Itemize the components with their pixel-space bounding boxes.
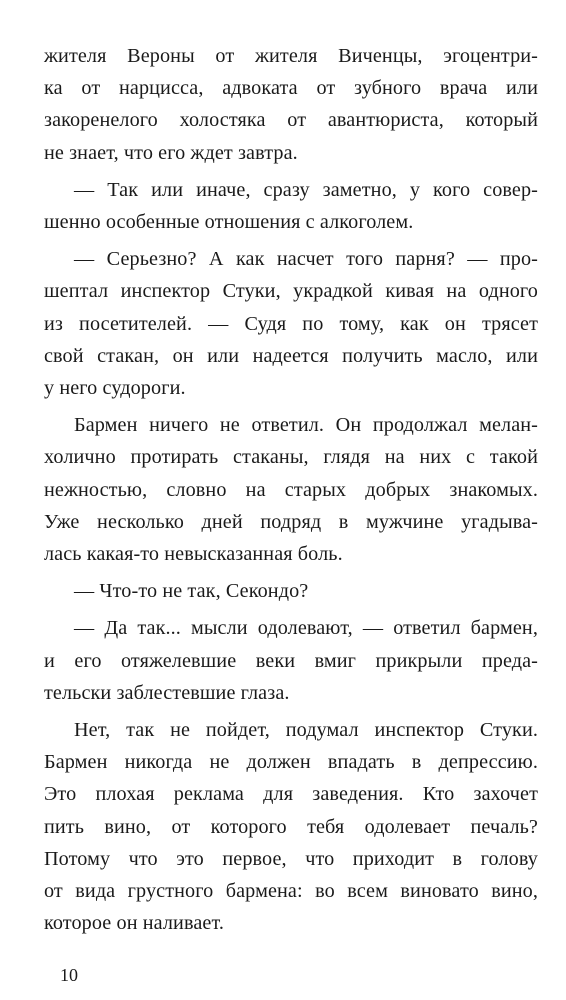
text-line: Бармен никогда не должен впадать в депрессию.: [44, 751, 538, 774]
text-line: — Так или иначе, сразу заметно, у кого совер-: [74, 178, 538, 201]
text-line: ка от нарцисса, адвоката от зубного врача или: [44, 77, 538, 100]
paragraph: [44, 612, 538, 709]
text-line: и его отяжелевшие веки вмиг прикрыли преда-: [44, 649, 538, 672]
text-line: Уже несколько дней подряд в мужчине угадыва-: [44, 510, 538, 533]
text-line: — Да так... мысли одолевают, — ответил бармен,: [74, 617, 538, 640]
paragraph: [44, 243, 538, 404]
text-line: Это плохая реклама для заведения. Кто захочет: [44, 783, 538, 806]
text-line: Потому что это первое, что приходит в голову: [44, 847, 538, 870]
text-line: у него судороги.: [44, 377, 186, 400]
paragraph: [44, 575, 538, 607]
text-line: шенно особенные отношения с алкоголем.: [44, 211, 414, 234]
text-line: из посетителей. — Судя по тому, как он трясет: [44, 312, 538, 335]
text-line: пить вино, от которого тебя одолевает печаль?: [44, 815, 538, 838]
text-line: тельски заблестевшие глаза.: [44, 681, 290, 704]
text-line: — Серьезно? А как насчет того парня? — про-: [74, 248, 538, 271]
text-line: свой стакан, он или надеется получить масло, или: [44, 344, 538, 367]
text-line: которое он наливает.: [44, 912, 224, 935]
text-line: жителя Вероны от жителя Виченцы, эгоцентри-: [44, 45, 538, 67]
paragraph: [44, 409, 538, 570]
text-line: лась какая-то невысказанная боль.: [44, 543, 343, 566]
text-line: от вида грустного бармена: во всем виновато вино,: [44, 880, 538, 903]
paragraph: [44, 714, 538, 939]
text-line: Нет, так не пойдет, подумал инспектор Стуки.: [74, 719, 538, 742]
text-line: нежностью, словно на старых добрых знакомых.: [44, 478, 538, 501]
text-line: закоренелого холостяка от авантюриста, который: [44, 109, 538, 132]
text-line: Бармен ничего не ответил. Он продолжал мелан-: [74, 414, 538, 437]
page-body-text: [44, 40, 538, 939]
paragraph: [44, 174, 538, 238]
text-line: не знает, что его ждет завтра.: [44, 141, 298, 164]
paragraph: [44, 40, 538, 169]
page-number: 10: [60, 965, 78, 985]
text-line: — Что-то не так, Секондо?: [74, 580, 309, 603]
text-line: холично протирать стаканы, глядя на них с такой: [44, 446, 538, 469]
text-line: шептал инспектор Стуки, украдкой кивая на одного: [44, 280, 538, 303]
